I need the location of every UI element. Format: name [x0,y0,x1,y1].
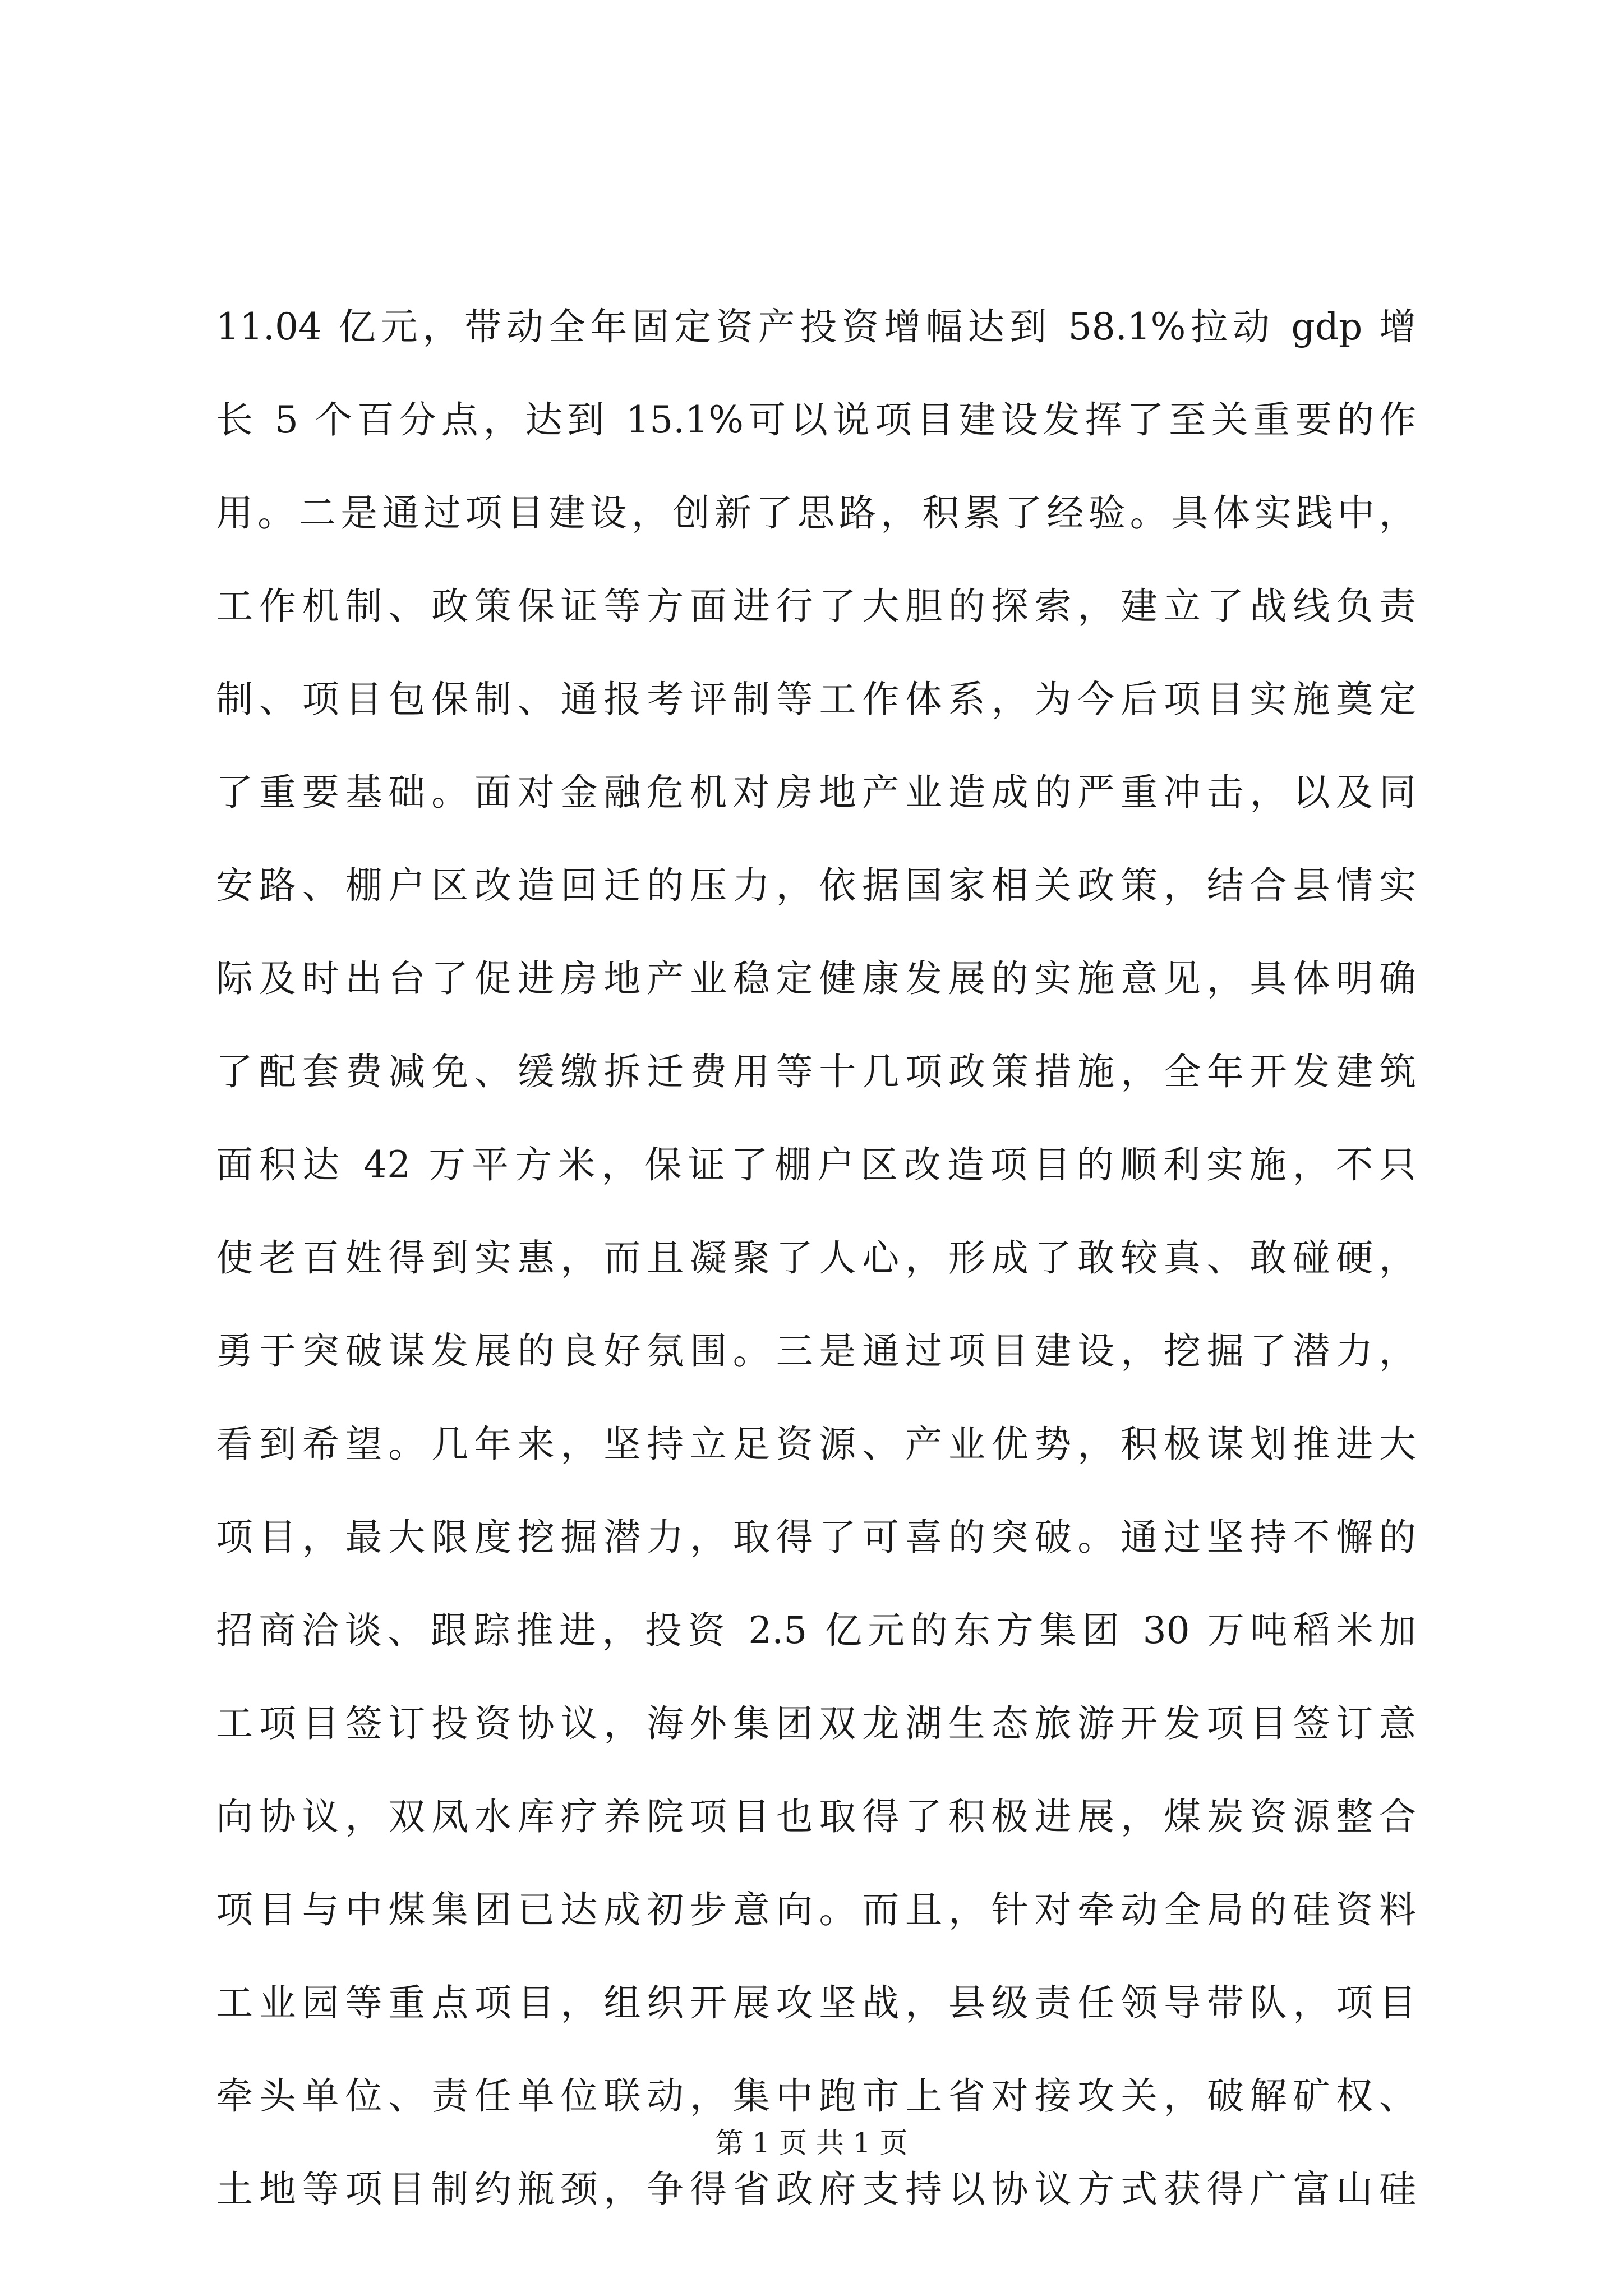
page-number-footer: 第 1 页 共 1 页 [715,2127,908,2159]
text-line-19: 工业园等重点项目，组织开展攻坚战，县级责任领导带队，项目 [216,1981,1416,2024]
text-line-20: 牵头单位、责任单位联动，集中跑市上省对接攻关，破解矿权、 [216,2074,1416,2118]
text-line-21: 土地等项目制约瓶颈，争得省政府支持以协议方式获得广富山硅 [216,2168,1416,2211]
text-line-12: 勇于突破谋发展的良好氛围。三是通过项目建设，挖掘了潜力， [216,1329,1416,1373]
body-text [216,280,1416,2236]
text-line-13: 看到希望。几年来，坚持立足资源、产业优势，积极谋划推进大 [216,1423,1416,1466]
text-line-2: 长 5 个百分点，达到 15.1%可以说项目建设发挥了至关重要的作 [216,398,1416,441]
text-line-16: 工项目签订投资协议，海外集团双龙湖生态旅游开发项目签订意 [216,1702,1416,1745]
text-line-10: 面积达 42 万平方米，保证了棚户区改造项目的顺利实施，不只 [216,1143,1416,1186]
text-line-17: 向协议，双凤水库疗养院项目也取得了积极进展，煤炭资源整合 [216,1795,1416,1838]
text-line-5: 制、项目包保制、通报考评制等工作体系，为今后项目实施奠定 [216,678,1416,721]
text-line-11: 使老百姓得到实惠，而且凝聚了人心，形成了敢较真、敢碰硬， [216,1236,1416,1280]
text-line-1: 11.04 亿元，带动全年固定资产投资增幅达到 58.1%拉动 gdp 增 [216,305,1416,348]
text-line-9: 了配套费减免、缓缴拆迁费用等十几项政策措施，全年开发建筑 [216,1050,1416,1093]
text-line-6: 了重要基础。面对金融危机对房地产业造成的严重冲击，以及同 [216,771,1416,814]
text-line-8: 际及时出台了促进房地产业稳定健康发展的实施意见，具体明确 [216,957,1416,1000]
text-line-3: 用。二是通过项目建设，创新了思路，积累了经验。具体实践中， [216,491,1416,535]
text-line-7: 安路、棚户区改造回迁的压力，依据国家相关政策，结合县情实 [216,864,1416,907]
text-line-4: 工作机制、政策保证等方面进行了大胆的探索，建立了战线负责 [216,585,1416,628]
text-line-14: 项目，最大限度挖掘潜力，取得了可喜的突破。通过坚持不懈的 [216,1516,1416,1559]
text-line-15: 招商洽谈、跟踪推进，投资 2.5 亿元的东方集团 30 万吨稻米加 [216,1609,1416,1652]
text-line-18: 项目与中煤集团已达成初步意向。而且，针对牵动全局的硅资料 [216,1888,1416,1931]
